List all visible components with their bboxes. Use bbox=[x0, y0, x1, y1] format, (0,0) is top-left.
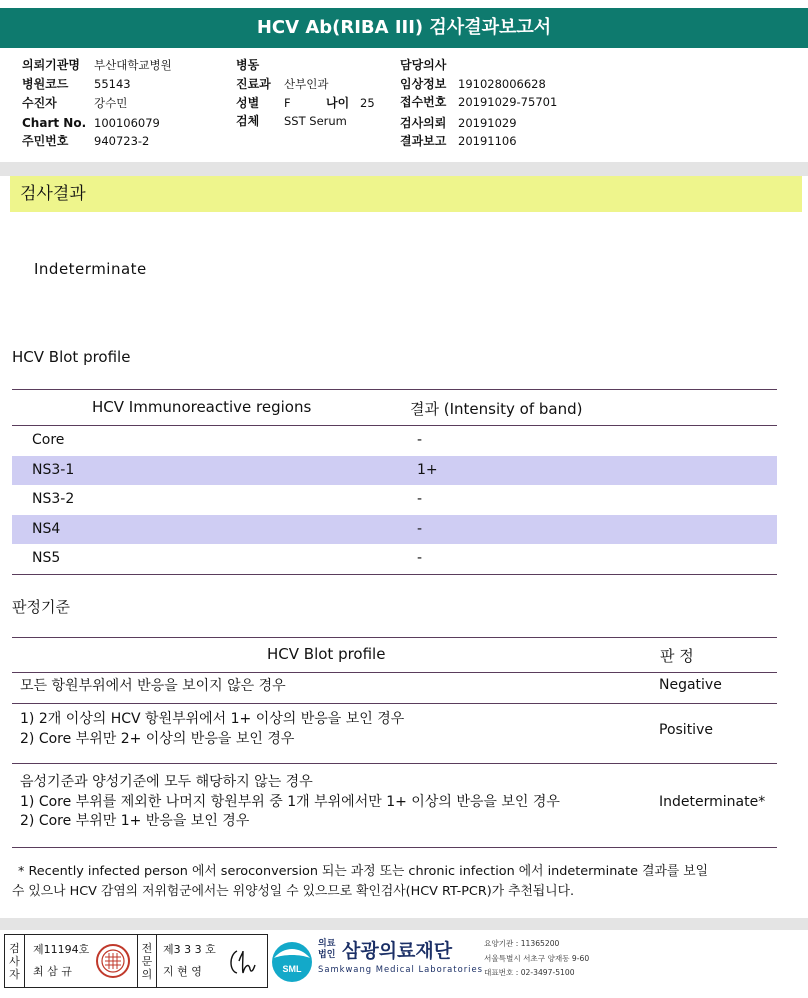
info-chart-no: Chart No. 100106079 bbox=[22, 116, 160, 130]
info-report-date: 결과보고 20191106 bbox=[400, 134, 517, 148]
criteria-title: 판정기준 bbox=[12, 598, 70, 616]
specialist-name: 지 현 영 bbox=[163, 965, 202, 978]
col-region: HCV Immunoreactive regions bbox=[92, 398, 312, 416]
org-id: 요양기관 : 11365200 bbox=[484, 939, 560, 948]
info-patient: 수진자 강수민 bbox=[22, 96, 128, 110]
info-specimen: 검체 SST Serum bbox=[236, 114, 347, 128]
info-age: 나이 25 bbox=[326, 96, 375, 110]
table-row: Core - bbox=[32, 432, 423, 448]
result-section-title: 검사결과 bbox=[10, 176, 802, 212]
table-row: NS4 - bbox=[12, 515, 777, 545]
info-ward: 병동 bbox=[236, 58, 260, 72]
blot-header bbox=[12, 390, 777, 426]
table-row: 음성기준과 양성기준에 모두 해당하지 않는 경우 1) Core 부위를 제외한 나머지 항원부위 중 1개 부위에서만 1+ 이상의 반응을 보인 경우 2) Core 부위만 1+ 반응을 보인 경우 Indeterminate* bbox=[20, 774, 766, 829]
table-row: NS3-2 - bbox=[32, 491, 423, 508]
table-row: 모든 항원부위에서 반응을 보이지 않은 경우 Negative bbox=[12, 673, 777, 704]
col-judgement: 판 정 bbox=[660, 647, 694, 665]
seal-icon bbox=[95, 943, 131, 979]
info-clinical: 임상정보 191028006628 bbox=[400, 77, 546, 91]
info-request-date: 검사의뢰 20191029 bbox=[400, 116, 517, 130]
org-name: 삼광의료재단 bbox=[342, 940, 453, 962]
col-result: 결과 (Intensity of band) bbox=[410, 400, 583, 418]
org-address: 서울특별시 서초구 양재동 9-60 bbox=[484, 954, 590, 963]
inspector-no: 제11194호 bbox=[33, 943, 90, 956]
criteria-table bbox=[12, 637, 777, 848]
sml-logo-icon bbox=[270, 936, 314, 986]
inspector-name: 최 삼 규 bbox=[33, 965, 72, 978]
svg-text:SML: SML bbox=[282, 964, 302, 974]
info-department: 진료과 산부인과 bbox=[236, 77, 329, 91]
signature-icon bbox=[225, 945, 263, 979]
info-hospital-code: 병원코드 55143 bbox=[22, 77, 131, 91]
section-divider bbox=[0, 162, 808, 176]
org-phone: 대표번호 : 02-3497-5100 bbox=[484, 968, 575, 977]
info-institution: 의뢰기관명 부산대학교병원 bbox=[22, 58, 172, 72]
signature-box bbox=[4, 934, 268, 988]
blot-table bbox=[12, 389, 777, 575]
specialist-no: 제3 3 3 호 bbox=[163, 943, 216, 956]
info-receipt-no: 접수번호 20191029-75701 bbox=[400, 95, 558, 109]
footnote: * Recently infected person 에서 seroconversion 되는 과정 또는 chronic infection 에서 indeterminate 결과를 보일 수 있으나 HCV 감염의 저위험군에서는 위양성일 수 있으므로 확인검사(HCV RT-PCR)가 추천됩니다. bbox=[12, 864, 708, 899]
info-doctor: 담당의사 bbox=[400, 58, 447, 72]
info-sex: 성별 F bbox=[236, 96, 291, 110]
org-english: Samkwang Medical Laboratories bbox=[318, 964, 483, 974]
table-row: NS5 - bbox=[32, 550, 423, 567]
inspector-label: 검 사 자 bbox=[5, 935, 25, 987]
col-profile: HCV Blot profile bbox=[267, 645, 386, 663]
result-value: Indeterminate bbox=[34, 260, 147, 278]
patient-info bbox=[0, 56, 808, 160]
criteria-header bbox=[12, 638, 777, 673]
organization-logo bbox=[270, 934, 600, 988]
blot-title: HCV Blot profile bbox=[12, 348, 131, 366]
org-prefix: 의료 법인 bbox=[318, 939, 336, 960]
specialist-label: 전 문 의 bbox=[137, 935, 157, 987]
table-row: NS3-1 1+ bbox=[12, 456, 777, 486]
table-row: 1) 2개 이상의 HCV 항원부위에서 1+ 이상의 반응을 보인 경우 2) Core 부위만 2+ 이상의 반응을 보인 경우 Positive bbox=[12, 704, 777, 764]
info-resident-no: 주민번호 940723-2 bbox=[22, 134, 150, 148]
footer-divider bbox=[0, 918, 808, 930]
report-title: HCV Ab(RIBA III) 검사결과보고서 bbox=[0, 8, 808, 48]
